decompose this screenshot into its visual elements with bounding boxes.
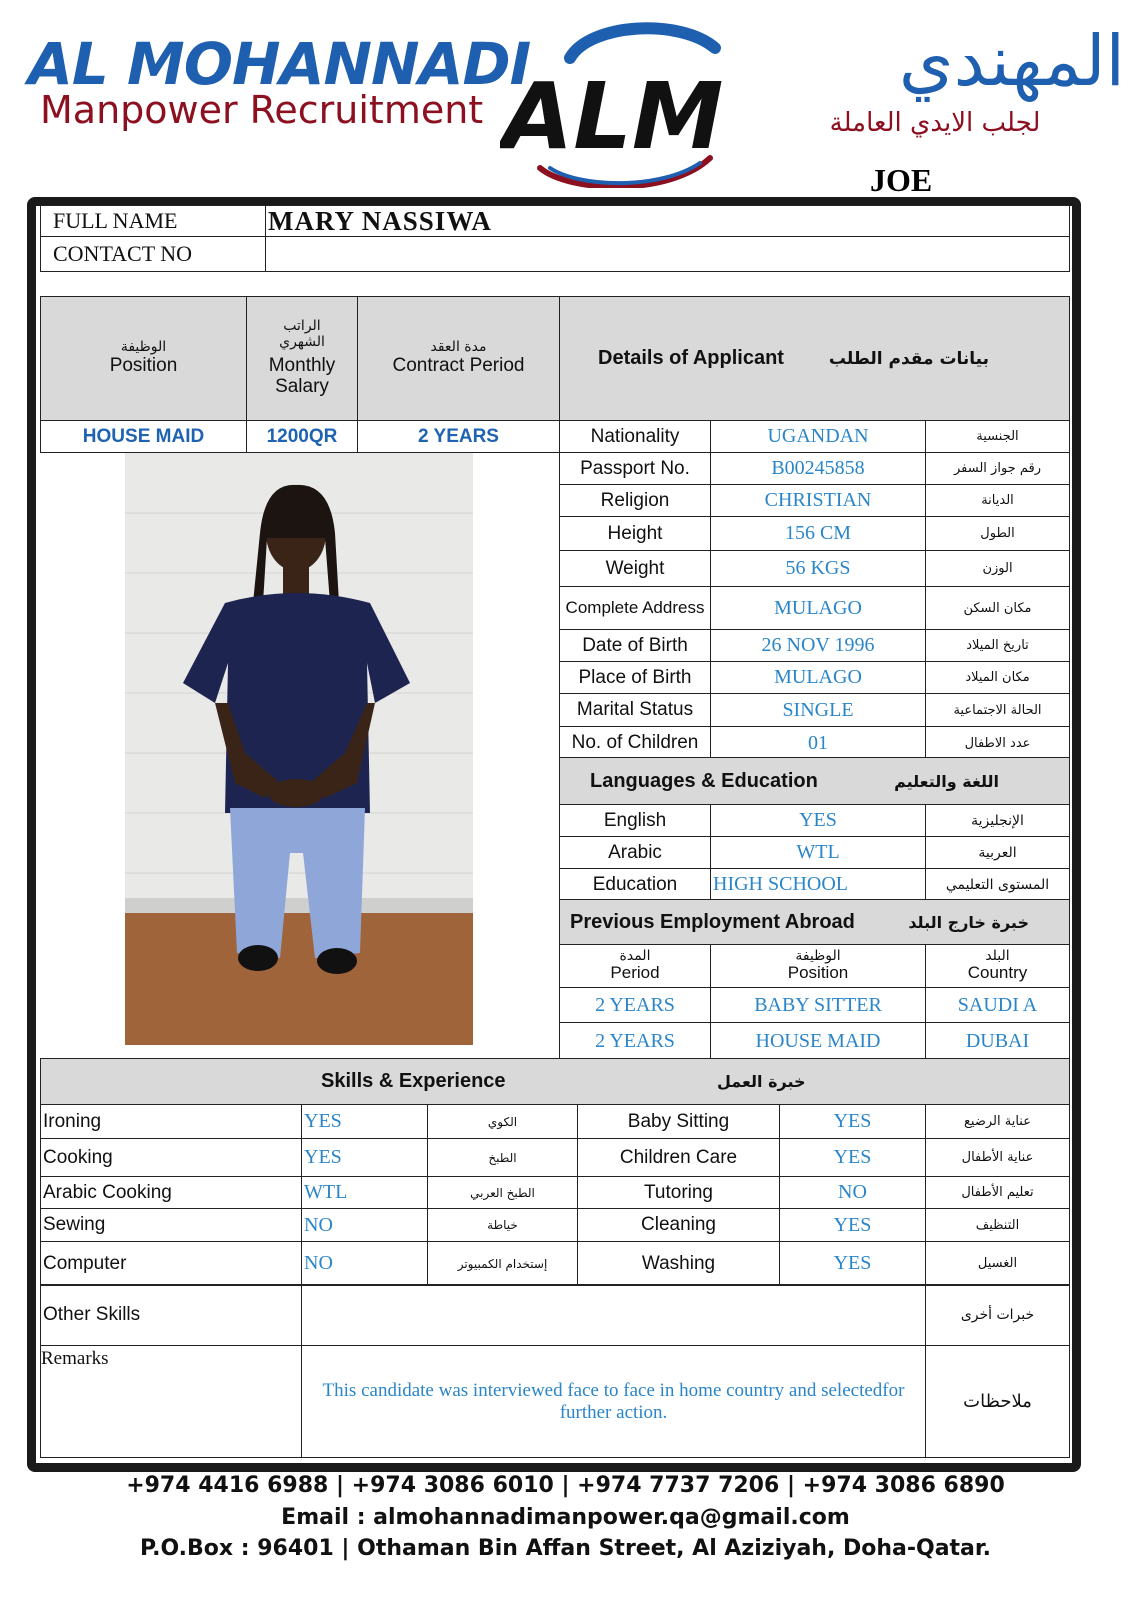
applicant-details-title-ar: بيانات مقدم الطلب [828, 348, 989, 369]
language-label-1-cell [559, 836, 711, 869]
languages-title-ar: اللغة والتعليم [894, 771, 999, 791]
skill-right-ar-4-cell [925, 1241, 1070, 1286]
applicant-value-1-cell [710, 452, 926, 485]
applicant-ar-5: مكان السكن [963, 600, 1032, 616]
skill-left-label-2-cell [40, 1176, 302, 1209]
employment-title-ar: خبرة خارج البلد [908, 912, 1029, 932]
contract-value-cell [357, 420, 560, 453]
contact-label: CONTACT NO [53, 241, 193, 266]
employment-col-country-ar: البلد [985, 947, 1010, 964]
brand-name-arabic: المهندي [898, 20, 1125, 102]
language-value-1-cell [710, 836, 926, 869]
language-ar-2: المستوى التعليمي [945, 876, 1050, 893]
salary-value: 1200QR [266, 425, 338, 447]
position-header-ar: الوظيفة [120, 339, 167, 356]
applicant-value-0: UGANDAN [767, 425, 869, 447]
applicant-label-1: Passport No. [580, 457, 690, 479]
skill-right-ar-2-cell [925, 1176, 1070, 1209]
position-value: HOUSE MAID [82, 425, 205, 447]
employment-period-1: 2 YEARS [595, 1029, 675, 1052]
applicant-ar-8: الحالة الاجتماعية [953, 702, 1042, 718]
skill-right-ar-1: عناية الأطفال [961, 1150, 1034, 1165]
applicant-label-0-cell [559, 420, 711, 453]
company-logo [500, 18, 730, 188]
position-header-en: Position [109, 354, 178, 376]
brand-tagline-english: Manpower Recruitment [40, 88, 484, 132]
footer-address: P.O.Box : 96401 | Othaman Bin Affan Street, Al Aziziyah, Doha-Qatar. [140, 1536, 991, 1561]
contract-header [357, 296, 560, 421]
language-value-2-cell [710, 868, 926, 901]
skill-right-ar-4: الغسيل [977, 1256, 1018, 1271]
other-skills-label: Other Skills [43, 1304, 141, 1325]
skill-left-value-3: NO [304, 1213, 333, 1236]
skill-right-label-2-cell [577, 1176, 780, 1209]
applicant-label-2: Religion [600, 489, 670, 511]
applicant-ar-1-cell [925, 452, 1070, 485]
salary-header-en-1: Monthly [268, 355, 336, 376]
skill-right-label-3-cell [577, 1208, 780, 1242]
language-ar-1-cell [925, 836, 1070, 869]
applicant-ar-2: الديانة [981, 493, 1014, 508]
skill-left-value-4-cell [301, 1241, 428, 1286]
language-value-2: HIGH SCHOOL [713, 873, 848, 895]
skill-right-label-1: Children Care [619, 1146, 738, 1168]
applicant-value-8: SINGLE [782, 698, 854, 721]
skill-left-label-0-cell [40, 1104, 302, 1139]
language-ar-0-cell [925, 804, 1070, 837]
employment-period-0-cell [559, 987, 711, 1023]
remarks-ar: ملاحظات [963, 1391, 1032, 1412]
position-value-cell [40, 420, 247, 453]
agent-code: JOE [870, 162, 933, 198]
language-value-0-cell [710, 804, 926, 837]
applicant-photo [125, 453, 473, 1045]
applicant-ar-7-cell [925, 661, 1070, 694]
skill-left-ar-2: الطبخ العربي [470, 1185, 535, 1200]
employment-col-period-en: Period [610, 963, 660, 983]
employment-header [559, 899, 1070, 945]
remarks-label-cell [40, 1345, 302, 1458]
skill-left-ar-4-cell [427, 1241, 578, 1286]
other-skills-label-cell [40, 1284, 302, 1346]
skill-left-value-0: YES [304, 1110, 342, 1132]
skill-right-value-2-cell [779, 1176, 926, 1209]
logo-text: ALM [502, 63, 724, 170]
skill-left-ar-0-cell [427, 1104, 578, 1139]
employment-col-position [710, 944, 926, 988]
skill-right-ar-2: تعليم الأطفال [961, 1185, 1034, 1200]
skill-right-label-2: Tutoring [644, 1181, 713, 1203]
employment-country-0: SAUDI A [957, 993, 1038, 1016]
skill-left-label-1: Cooking [43, 1146, 113, 1168]
applicant-ar-8-cell [925, 693, 1070, 727]
applicant-label-3: Height [607, 522, 663, 544]
applicant-label-5: Complete Address [565, 598, 705, 618]
applicant-label-3-cell [559, 516, 711, 551]
applicant-label-7-cell [559, 661, 711, 694]
languages-title: Languages & Education [590, 769, 818, 792]
other-skills-ar: خبرات أخرى [960, 1307, 1035, 1323]
applicant-value-2: CHRISTIAN [764, 489, 872, 511]
skill-left-value-2-cell [301, 1176, 428, 1209]
contact-cell [265, 236, 1070, 272]
skill-right-label-0: Baby Sitting [627, 1110, 730, 1132]
applicant-ar-9: عدد الاطفال [964, 735, 1031, 751]
full-name-label: FULL NAME [53, 208, 178, 233]
skill-right-value-1-cell [779, 1138, 926, 1177]
skill-right-value-4: YES [833, 1252, 872, 1274]
employment-country-1: DUBAI [965, 1029, 1030, 1052]
skill-right-ar-0-cell [925, 1104, 1070, 1139]
remarks-ar-cell [925, 1345, 1070, 1458]
applicant-value-6-cell [710, 629, 926, 662]
applicant-value-7: MULAGO [774, 666, 862, 688]
contract-header-en: Contract Period [392, 354, 525, 376]
skill-left-label-3: Sewing [43, 1214, 106, 1235]
applicant-ar-9-cell [925, 726, 1070, 760]
skill-left-ar-4: إستخدام الكمبيوتر [457, 1256, 548, 1271]
skill-left-label-0: Ironing [43, 1110, 102, 1132]
skill-right-value-0-cell [779, 1104, 926, 1139]
language-label-2: Education [592, 873, 678, 895]
skill-right-value-1: YES [833, 1146, 872, 1168]
employment-period-0: 2 YEARS [595, 993, 675, 1016]
employment-country-1-cell [925, 1022, 1070, 1060]
contract-header-ar: مدة العقد [430, 339, 487, 356]
applicant-value-4: 56 KGS [785, 557, 851, 579]
language-label-2-cell [559, 868, 711, 901]
language-label-0: English [603, 809, 667, 831]
skill-left-ar-0: الكوي [487, 1114, 518, 1129]
applicant-ar-5-cell [925, 586, 1070, 630]
skill-left-value-2: WTL [304, 1181, 348, 1203]
applicant-label-1-cell [559, 452, 711, 485]
brand-name-english: AL MOHANNADI [28, 30, 531, 98]
applicant-ar-0: الجنسية [976, 429, 1019, 444]
applicant-details-title: Details of Applicant [598, 347, 784, 369]
salary-header-ar-2: الشهري [279, 333, 325, 350]
applicant-value-4-cell [710, 550, 926, 587]
other-skills-ar-cell [925, 1284, 1070, 1346]
footer-email: Email : almohannadimanpower.qa@gmail.com [281, 1505, 850, 1530]
language-label-1: Arabic [608, 841, 662, 863]
skill-left-ar-1-cell [427, 1138, 578, 1177]
position-header [40, 296, 247, 421]
skill-right-label-1-cell [577, 1138, 780, 1177]
applicant-label-9-cell [559, 726, 711, 760]
applicant-ar-6: تاريخ الميلاد [966, 638, 1029, 653]
skill-right-ar-3-cell [925, 1208, 1070, 1242]
skill-right-value-3-cell [779, 1208, 926, 1242]
applicant-label-6: Date of Birth [582, 634, 688, 656]
applicant-value-3: 156 CM [784, 522, 852, 544]
applicant-value-7-cell [710, 661, 926, 694]
skills-title: Skills & Experience [321, 1070, 506, 1092]
full-name-cell [265, 205, 1070, 237]
salary-value-cell [246, 420, 358, 453]
employment-title: Previous Employment Abroad [570, 910, 855, 933]
skill-left-ar-3: خياطة [487, 1218, 518, 1232]
applicant-label-5-cell [559, 586, 711, 630]
employment-col-country [925, 944, 1070, 988]
skills-title-ar: خبرة العمل [717, 1072, 806, 1091]
applicant-ar-3-cell [925, 516, 1070, 551]
employment-col-position-ar: الوظيفة [795, 947, 841, 964]
applicant-details-header [559, 296, 1070, 421]
skill-left-label-1-cell [40, 1138, 302, 1177]
applicant-value-6: 26 NOV 1996 [761, 634, 875, 656]
applicant-value-9-cell [710, 726, 926, 760]
salary-header [246, 296, 358, 421]
skill-left-value-4: NO [304, 1252, 333, 1274]
applicant-ar-4: الوزن [982, 561, 1013, 576]
skill-right-label-4: Washing [641, 1252, 716, 1274]
employment-position-1: HOUSE MAID [755, 1029, 881, 1052]
skill-left-value-1: YES [304, 1146, 342, 1168]
applicant-label-9: No. of Children [571, 732, 699, 753]
contract-value: 2 YEARS [418, 425, 499, 447]
employment-col-period [559, 944, 711, 988]
skill-left-ar-1: الطبخ [488, 1150, 517, 1165]
skills-header [40, 1058, 1070, 1105]
remarks-value: This candidate was interviewed face to face in home country and selectedfor further action. [322, 1379, 905, 1423]
full-name-value: MARY NASSIWA [268, 205, 492, 236]
applicant-label-4: Weight [605, 557, 665, 579]
language-ar-2-cell [925, 868, 1070, 901]
skill-left-ar-3-cell [427, 1208, 578, 1242]
skill-right-ar-3: التنظيف [975, 1217, 1020, 1233]
applicant-value-0-cell [710, 420, 926, 453]
applicant-ar-2-cell [925, 484, 1070, 517]
skill-right-ar-1-cell [925, 1138, 1070, 1177]
language-value-0: YES [799, 809, 837, 831]
skill-right-value-2: NO [838, 1181, 867, 1203]
employment-period-1-cell [559, 1022, 711, 1060]
applicant-value-5: MULAGO [774, 596, 862, 619]
applicant-label-8: Marital Status [576, 699, 694, 720]
employment-col-period-ar: المدة [619, 947, 651, 964]
skill-right-label-4-cell [577, 1241, 780, 1286]
other-skills-value-cell [301, 1284, 926, 1346]
skill-right-ar-0: عناية الرضيع [964, 1114, 1031, 1129]
brand-tagline-arabic: لجلب الايدي العاملة [829, 108, 1041, 138]
language-value-1: WTL [796, 841, 840, 863]
applicant-ar-3: الطول [980, 526, 1015, 541]
applicant-ar-1: رقم جواز السفر [954, 461, 1041, 476]
languages-header [559, 757, 1070, 805]
employment-col-country-en: Country [967, 963, 1028, 983]
skill-left-ar-2-cell [427, 1176, 578, 1209]
skill-left-label-2: Arabic Cooking [43, 1181, 172, 1203]
footer-phones: +974 4416 6988 | +974 3086 6010 | +974 7737 7206 | +974 3086 6890 [126, 1473, 1005, 1498]
skill-right-value-3: YES [833, 1213, 872, 1236]
employment-col-position-en: Position [787, 963, 849, 983]
applicant-value-8-cell [710, 693, 926, 727]
language-ar-0: الإنجليزية [971, 812, 1024, 829]
language-label-0-cell [559, 804, 711, 837]
contact-label-cell [40, 236, 266, 272]
applicant-label-2-cell [559, 484, 711, 517]
employment-position-1-cell [710, 1022, 926, 1060]
applicant-ar-7: مكان الميلاد [965, 670, 1030, 685]
remarks-label: Remarks [41, 1348, 109, 1369]
skill-left-label-4-cell [40, 1241, 302, 1286]
applicant-ar-0-cell [925, 420, 1070, 453]
applicant-label-8-cell [559, 693, 711, 727]
applicant-value-1: B00245858 [771, 457, 865, 479]
applicant-value-9: 01 [808, 731, 828, 754]
salary-header-ar-1: الراتب [283, 318, 321, 335]
employment-position-0-cell [710, 987, 926, 1023]
skill-left-value-3-cell [301, 1208, 428, 1242]
skill-left-label-3-cell [40, 1208, 302, 1242]
salary-header-en-2: Salary [275, 375, 329, 397]
skill-left-value-1-cell [301, 1138, 428, 1177]
employment-country-0-cell [925, 987, 1070, 1023]
employment-position-0: BABY SITTER [754, 993, 882, 1016]
full-name-label-cell [40, 205, 266, 237]
skill-right-label-3: Cleaning [641, 1214, 716, 1235]
applicant-value-5-cell [710, 586, 926, 630]
applicant-label-0: Nationality [590, 425, 680, 447]
skill-right-label-0-cell [577, 1104, 780, 1139]
skill-right-value-4-cell [779, 1241, 926, 1286]
applicant-ar-6-cell [925, 629, 1070, 662]
remarks-value-cell [301, 1345, 926, 1458]
skill-left-label-4: Computer [43, 1252, 127, 1274]
applicant-label-6-cell [559, 629, 711, 662]
skill-right-value-0: YES [833, 1110, 872, 1132]
language-ar-1: العربية [978, 844, 1017, 861]
applicant-label-7: Place of Birth [578, 666, 692, 688]
applicant-value-3-cell [710, 516, 926, 551]
applicant-value-2-cell [710, 484, 926, 517]
skill-left-value-0-cell [301, 1104, 428, 1139]
applicant-ar-4-cell [925, 550, 1070, 587]
applicant-label-4-cell [559, 550, 711, 587]
